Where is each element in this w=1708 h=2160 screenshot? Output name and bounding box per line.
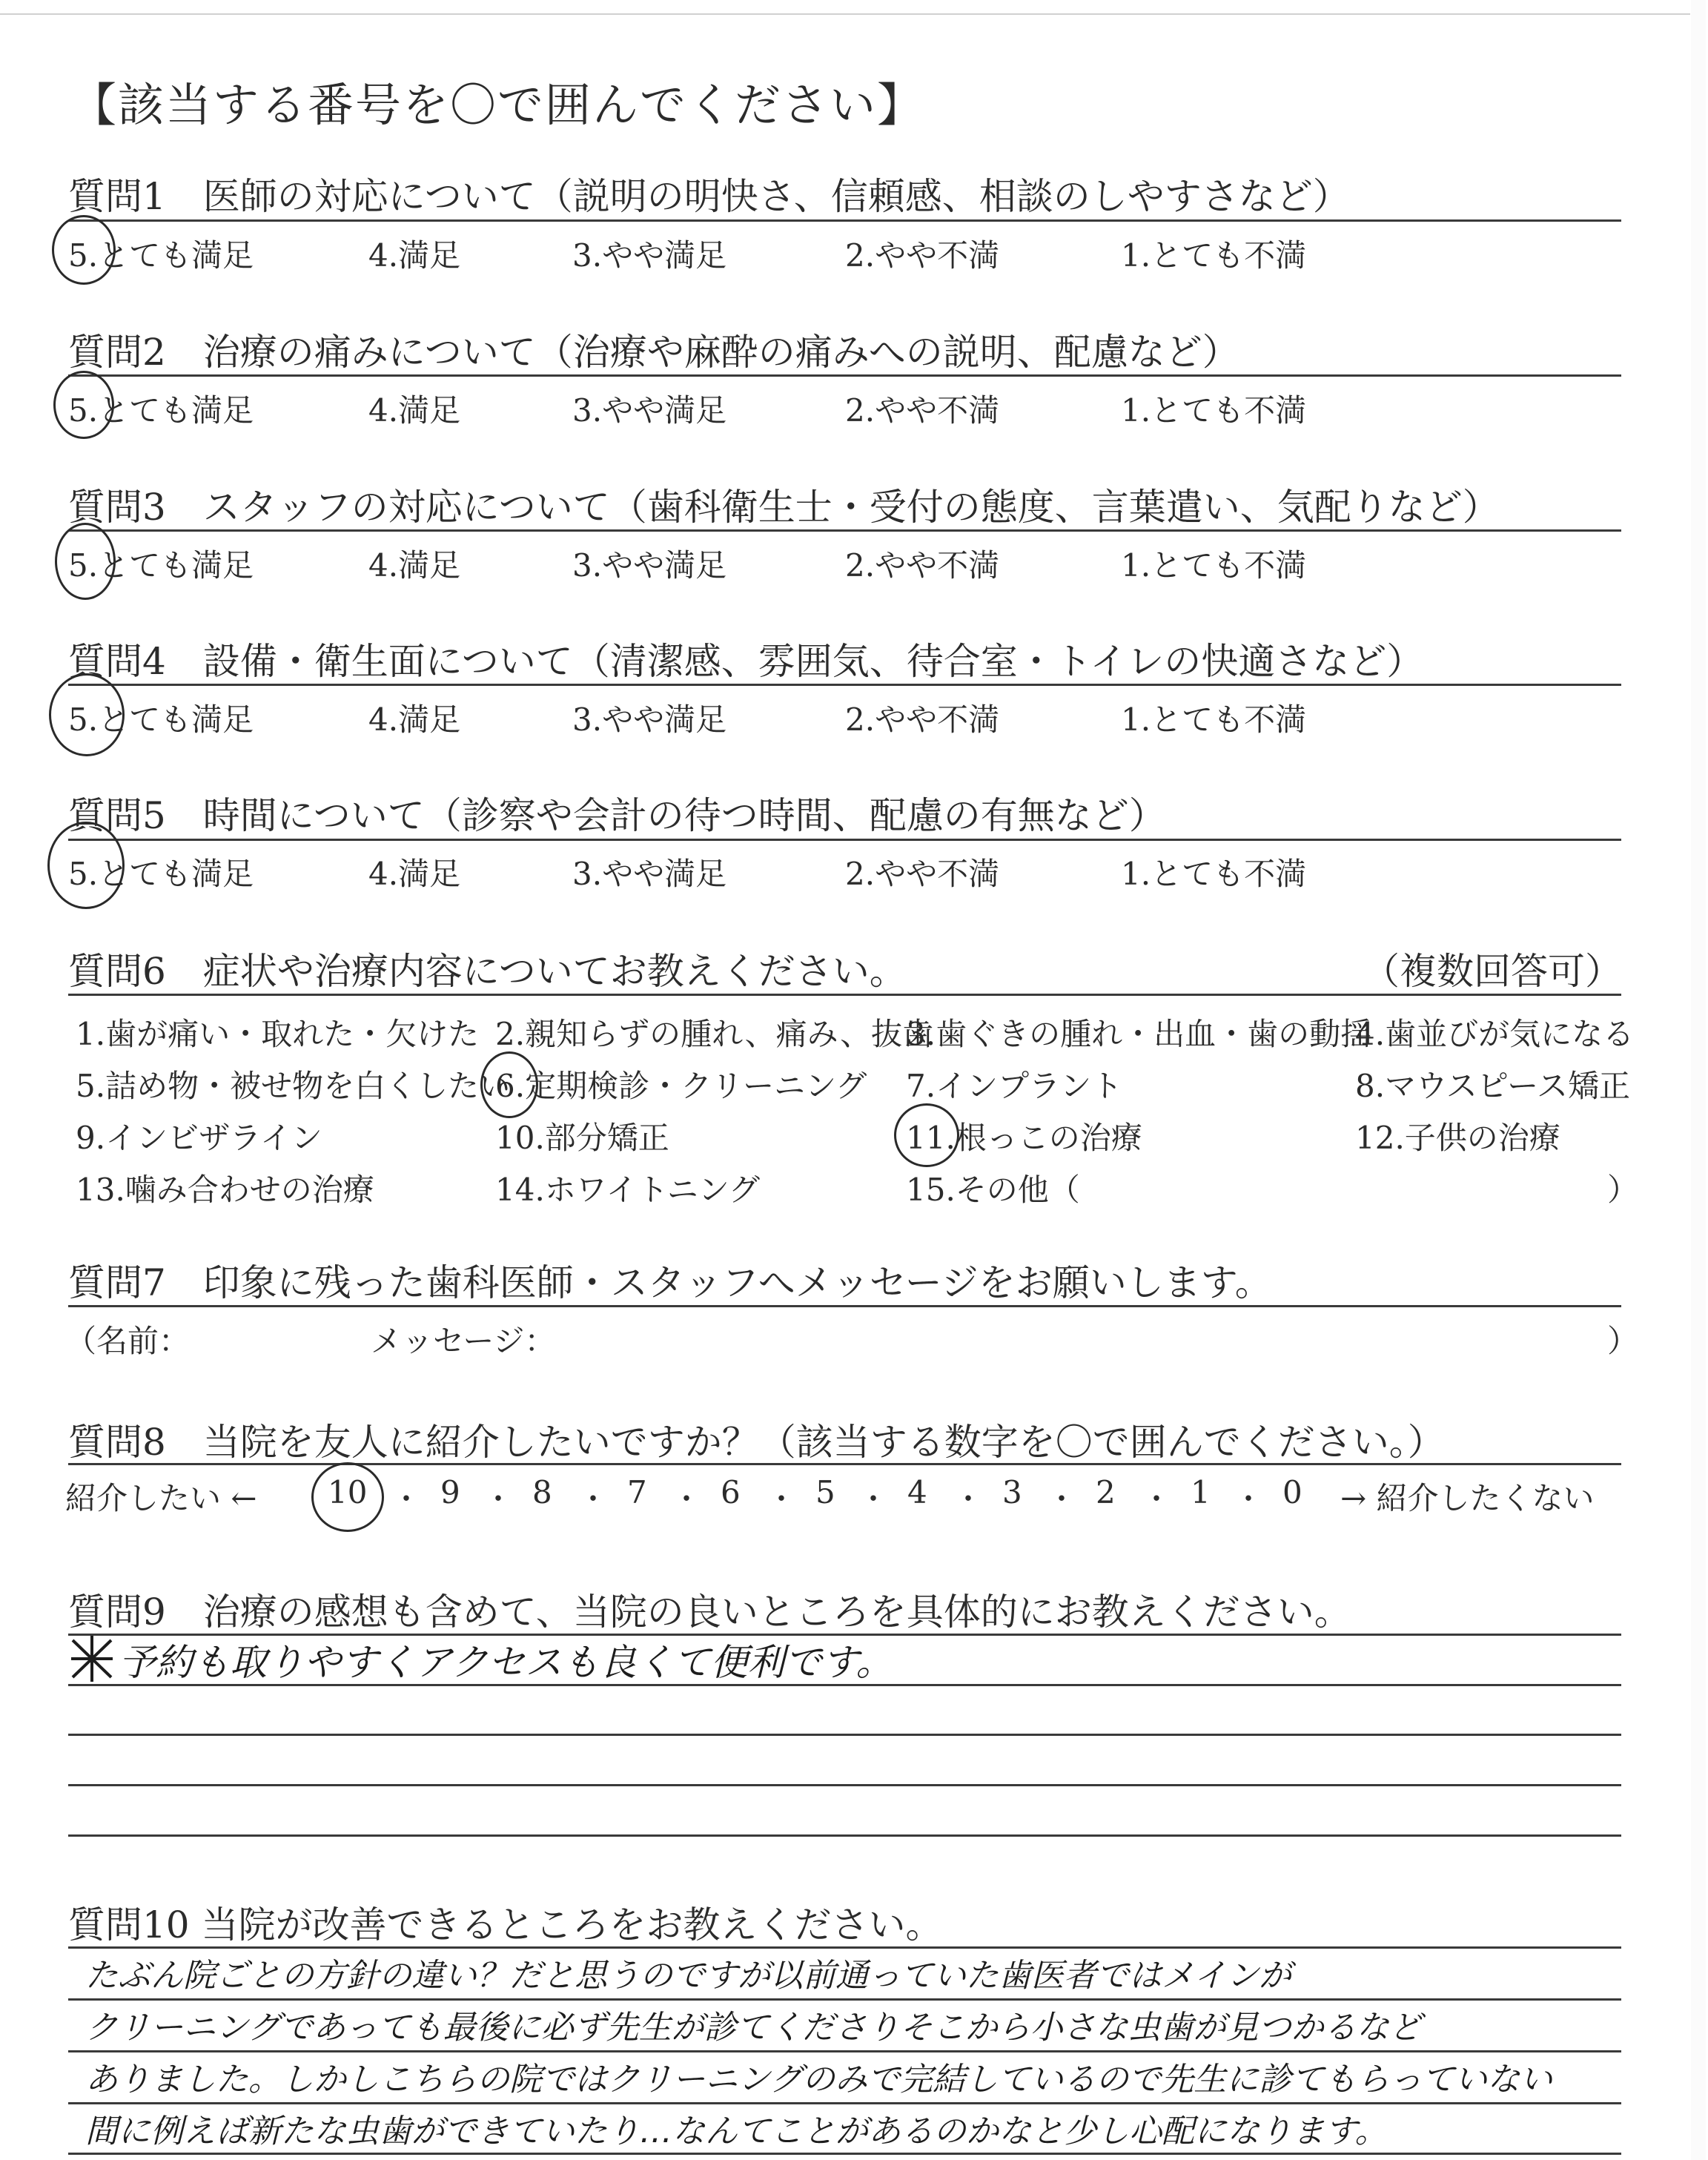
q8-score-7[interactable]: 7 (627, 1474, 647, 1510)
q3-selection-circle (55, 523, 116, 600)
question-2-title: 質問2 治療の痛みについて（治療や麻酔の痛みへの説明、配慮など） (68, 331, 1239, 374)
q2-option-1[interactable]: 1.とても不満 (1121, 392, 1307, 429)
q3-option-3[interactable]: 3.やや満足 (572, 547, 727, 584)
q8-separator: ・ (483, 1482, 513, 1516)
q8-score-6[interactable]: 6 (721, 1474, 741, 1510)
q8-selection-circle (311, 1462, 384, 1532)
q5-option-2[interactable]: 2.やや不満 (845, 856, 1000, 892)
q10-answer-line-2: クリーニングであっても最後に必ず先生が診てくださりそこから小さな虫歯が見つかるなど (85, 2009, 1422, 2047)
scan-top-edge (0, 13, 1690, 15)
answer-line (68, 2153, 1621, 2155)
question-10-title: 質問10 当院が改善できるところをお教えください。 (68, 1903, 943, 1946)
q5-option-4[interactable]: 4.満足 (368, 856, 461, 892)
q8-score-10[interactable]: 10 (328, 1474, 368, 1510)
question-1-title: 質問1 医師の対応について（説明の明快さ、信頼感、相談のしやすさなど） (68, 175, 1350, 218)
q5-option-1[interactable]: 1.とても不満 (1121, 856, 1307, 892)
q6-option-8[interactable]: 8.マウスピース矯正 (1355, 1068, 1631, 1104)
question-9-title: 質問9 治療の感想も含めて、当院の良いところを具体的にお教えください。 (68, 1591, 1351, 1634)
q8-separator: ・ (858, 1482, 888, 1516)
q8-separator: ・ (767, 1482, 796, 1516)
q5-selection-circle (47, 822, 125, 909)
answer-line (68, 1734, 1621, 1736)
q6-option-12[interactable]: 12.子供の治療 (1355, 1120, 1560, 1156)
question-6-note: （複数回答可） (1363, 950, 1622, 993)
q8-score-9[interactable]: 9 (440, 1474, 460, 1510)
q1-option-1[interactable]: 1.とても不満 (1121, 237, 1307, 274)
question-8-rule (68, 1463, 1621, 1465)
q1-option-3[interactable]: 3.やや満足 (572, 237, 727, 274)
answer-line (68, 1834, 1621, 1837)
question-8-title: 質問8 当院を友人に紹介したいですか？（該当する数字を〇で囲んでください。） (68, 1421, 1445, 1464)
q6-option-14[interactable]: 14.ホワイトニング (495, 1172, 761, 1208)
q3-option-4[interactable]: 4.満足 (368, 547, 461, 584)
q2-option-3[interactable]: 3.やや満足 (572, 392, 727, 429)
q6-option-13[interactable]: 13.噛み合わせの治療 (76, 1172, 374, 1208)
q6-option-7[interactable]: 7.インプラント (906, 1068, 1123, 1104)
page-title: 【該当する番号を〇で囲んでください】 (70, 78, 925, 132)
q8-left-label: 紹介したい ← (65, 1480, 257, 1516)
question-6-rule (68, 994, 1621, 996)
q8-separator: ・ (672, 1482, 701, 1516)
question-3-title: 質問3 スタッフの対応について（歯科衛生士・受付の態度、言葉遣い、気配りなど） (68, 486, 1500, 529)
q1-option-2[interactable]: 2.やや不満 (845, 237, 1000, 274)
question-7-rule (68, 1305, 1621, 1307)
q8-separator: ・ (1142, 1482, 1171, 1516)
scan-right-margin (1691, 0, 1706, 2160)
q9-handwritten-answer: 予約も取りやすくアクセスも良くて便利です。 (119, 1641, 893, 1684)
q5-option-3[interactable]: 3.やや満足 (572, 856, 727, 892)
q7-message-label: メッセージ： (371, 1323, 556, 1359)
q8-score-1[interactable]: 1 (1191, 1474, 1211, 1510)
question-1-rule (68, 219, 1621, 222)
q8-score-8[interactable]: 8 (532, 1474, 552, 1510)
question-4-title: 質問4 設備・衛生面について（清潔感、雰囲気、待合室・トイレの快適さなど） (68, 640, 1424, 683)
q4-selection-circle (49, 673, 125, 756)
question-5-rule (68, 839, 1621, 841)
question-6-title: 質問6 症状や治療内容についてお教えください。 (68, 950, 907, 993)
answer-line (68, 1784, 1621, 1786)
q8-score-2[interactable]: 2 (1096, 1474, 1116, 1510)
q6-option-15[interactable]: 15.その他（ (906, 1172, 1080, 1208)
crossed-out-mark (71, 1636, 113, 1682)
q7-name-label: （名前： (65, 1323, 191, 1359)
q6-option-3[interactable]: 3.歯ぐきの腫れ・出血・歯の動揺 (906, 1016, 1372, 1052)
q3-option-2[interactable]: 2.やや不満 (845, 547, 1000, 584)
q10-answer-line-1: たぶん院ごとの方針の違い？だと思うのですが以前通っていた歯医者ではメインが (85, 1957, 1292, 1995)
q6-option-11[interactable]: 11.根っこの治療 (906, 1120, 1142, 1156)
q1-option-5[interactable]: 5.とても満足 (68, 237, 254, 274)
q8-right-label: → 紹介したくない (1340, 1480, 1595, 1516)
q4-option-2[interactable]: 2.やや不満 (845, 701, 1000, 738)
q6-option-5[interactable]: 5.詰め物・被せ物を白くしたい (76, 1068, 511, 1104)
q4-option-3[interactable]: 3.やや満足 (572, 701, 727, 738)
q5-option-5[interactable]: 5.とても満足 (68, 856, 254, 892)
q10-answer-line-4: 間に例えば新たな虫歯ができていたり…なんてことがあるのかなと少し心配になります。 (85, 2113, 1388, 2150)
q1-option-4[interactable]: 4.満足 (368, 237, 461, 274)
q3-option-1[interactable]: 1.とても不満 (1121, 547, 1307, 584)
q3-option-5[interactable]: 5.とても満足 (68, 547, 254, 584)
q6-option-4[interactable]: 4.歯並びが気になる (1355, 1016, 1635, 1052)
question-5-title: 質問5 時間について（診察や会計の待つ時間、配慮の有無など） (68, 794, 1166, 837)
q8-score-5[interactable]: 5 (815, 1474, 835, 1510)
question-2-rule (68, 374, 1621, 377)
q4-option-4[interactable]: 4.満足 (368, 701, 461, 738)
question-3-rule (68, 529, 1621, 532)
q6-option-6[interactable]: 6.定期検診・クリーニング (495, 1068, 867, 1104)
q2-option-5[interactable]: 5.とても満足 (68, 392, 254, 429)
q8-separator: ・ (578, 1482, 608, 1516)
q6-other-close-paren: ） (1607, 1172, 1639, 1208)
q10-answer-line-3: ありました。しかしこちらの院ではクリーニングのみで完結しているので先生に診てもらっていない (85, 2061, 1553, 2098)
q4-option-1[interactable]: 1.とても不満 (1121, 701, 1307, 738)
q8-score-0[interactable]: 0 (1282, 1474, 1302, 1510)
q2-selection-circle (53, 371, 114, 439)
q2-option-2[interactable]: 2.やや不満 (845, 392, 1000, 429)
q4-option-5[interactable]: 5.とても満足 (68, 701, 254, 738)
q6-option-9[interactable]: 9.インビザライン (76, 1120, 322, 1156)
q6-option-2[interactable]: 2.親知らずの腫れ、痛み、抜歯 (495, 1016, 934, 1052)
q8-separator: ・ (953, 1482, 983, 1516)
q8-score-3[interactable]: 3 (1002, 1474, 1022, 1510)
q7-close-paren: ） (1607, 1323, 1639, 1359)
q2-option-4[interactable]: 4.満足 (368, 392, 461, 429)
q8-score-4[interactable]: 4 (907, 1474, 927, 1510)
q1-selection-circle (52, 215, 116, 285)
q6-option-1[interactable]: 1.歯が痛い・取れた・欠けた (76, 1016, 480, 1052)
q8-separator: ・ (1234, 1482, 1263, 1516)
q6-selection-circle-11 (894, 1103, 959, 1167)
q6-option-10[interactable]: 10.部分矯正 (495, 1120, 669, 1156)
question-4-rule (68, 684, 1621, 686)
q8-separator: ・ (1047, 1482, 1076, 1516)
q6-selection-circle-6 (480, 1051, 538, 1118)
question-7-title: 質問7 印象に残った歯科医師・スタッフへメッセージをお願いします。 (68, 1261, 1272, 1304)
q8-separator: ・ (391, 1482, 421, 1516)
